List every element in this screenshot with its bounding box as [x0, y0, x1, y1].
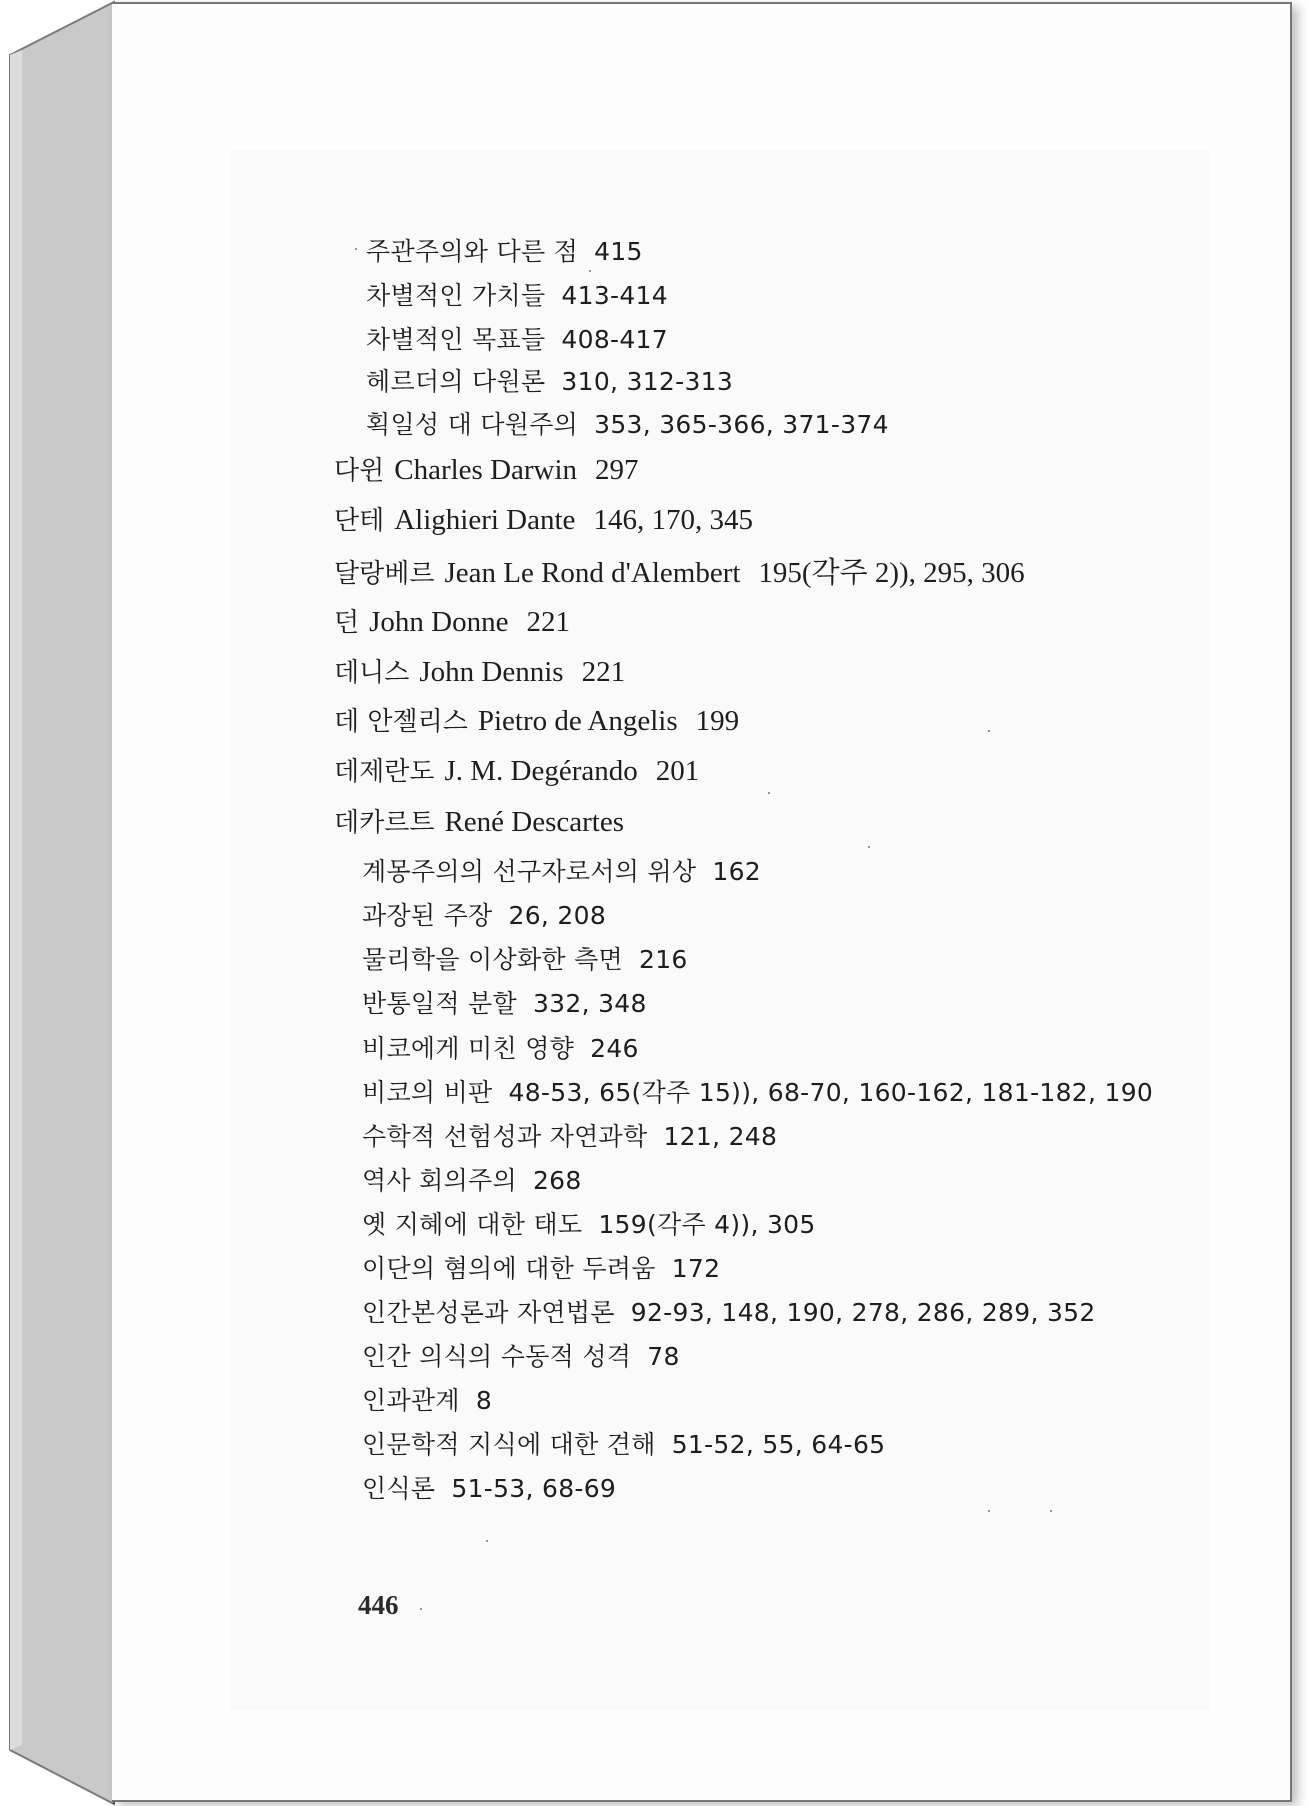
index-subentry: 비코의 비판 48-53, 65(각주 15)), 68-70, 160-162, 181-182, 190	[362, 1078, 1154, 1107]
index-entry: 던 John Donne 221	[334, 606, 570, 638]
index-entry: 다윈 Charles Darwin 297	[334, 454, 639, 486]
scan-speck	[1050, 1510, 1052, 1512]
page-number: 446	[358, 1590, 399, 1620]
index-subentry: 물리학을 이상화한 측면 216	[362, 945, 688, 974]
index-subentry: 역사 회의주의 268	[362, 1166, 582, 1195]
index-subentry: 과장된 주장 26, 208	[362, 901, 607, 930]
index-subentry: 계몽주의의 선구자로서의 위상 162	[362, 857, 761, 886]
index-subentry: 인문학적 지식에 대한 견해 51-52, 55, 64-65	[362, 1430, 886, 1459]
index-subentry: 수학적 선험성과 자연과학 121, 248	[362, 1122, 778, 1151]
index-subentry: 인식론 51-53, 68-69	[362, 1474, 617, 1503]
index-subentry: 헤르더의 다원론 310, 312-313	[366, 367, 734, 396]
scan-speck	[420, 1608, 422, 1610]
scan-speck	[768, 792, 770, 794]
index-entry: 데카르트 René Descartes	[334, 806, 625, 838]
index-subentry: 주관주의와 다른 점 415	[366, 237, 643, 266]
index-entry: 달랑베르 Jean Le Rond d'Alembert 195(각주 2)), 295, 306	[334, 557, 1025, 589]
scan-speck	[868, 846, 870, 848]
scan-speck	[355, 248, 357, 250]
index-entry: 데 안젤리스 Pietro de Angelis 199	[334, 705, 740, 737]
index-subentry: 옛 지혜에 대한 태도 159(각주 4)), 305	[362, 1210, 816, 1239]
index-entry: 데제란도 J. M. Degérando 201	[334, 755, 700, 787]
index-subentry: 반통일적 분할 332, 348	[362, 989, 647, 1018]
scan-speck	[589, 270, 591, 272]
index-subentry: 차별적인 목표들 408-417	[366, 325, 668, 354]
index-entry: 단테 Alighieri Dante 146, 170, 345	[334, 504, 753, 536]
scan-speck	[988, 1510, 990, 1512]
index-subentry: 인간 의식의 수동적 성격 78	[362, 1342, 680, 1371]
index-entry: 데니스 John Dennis 221	[334, 656, 626, 688]
index-subentry: 차별적인 가치들 413-414	[366, 281, 668, 310]
index-subentry: 비코에게 미친 영향 246	[362, 1034, 639, 1063]
scan-speck	[486, 1540, 488, 1542]
index-subentry: 인간본성론과 자연법론 92-93, 148, 190, 278, 286, 289, 352	[362, 1298, 1096, 1327]
scan-speck	[988, 730, 990, 732]
index-subentry: 획일성 대 다원주의 353, 365-366, 371-374	[366, 410, 889, 439]
index-subentry: 인과관계 8	[362, 1386, 493, 1415]
index-subentry: 이단의 혐의에 대한 두려움 172	[362, 1254, 721, 1283]
